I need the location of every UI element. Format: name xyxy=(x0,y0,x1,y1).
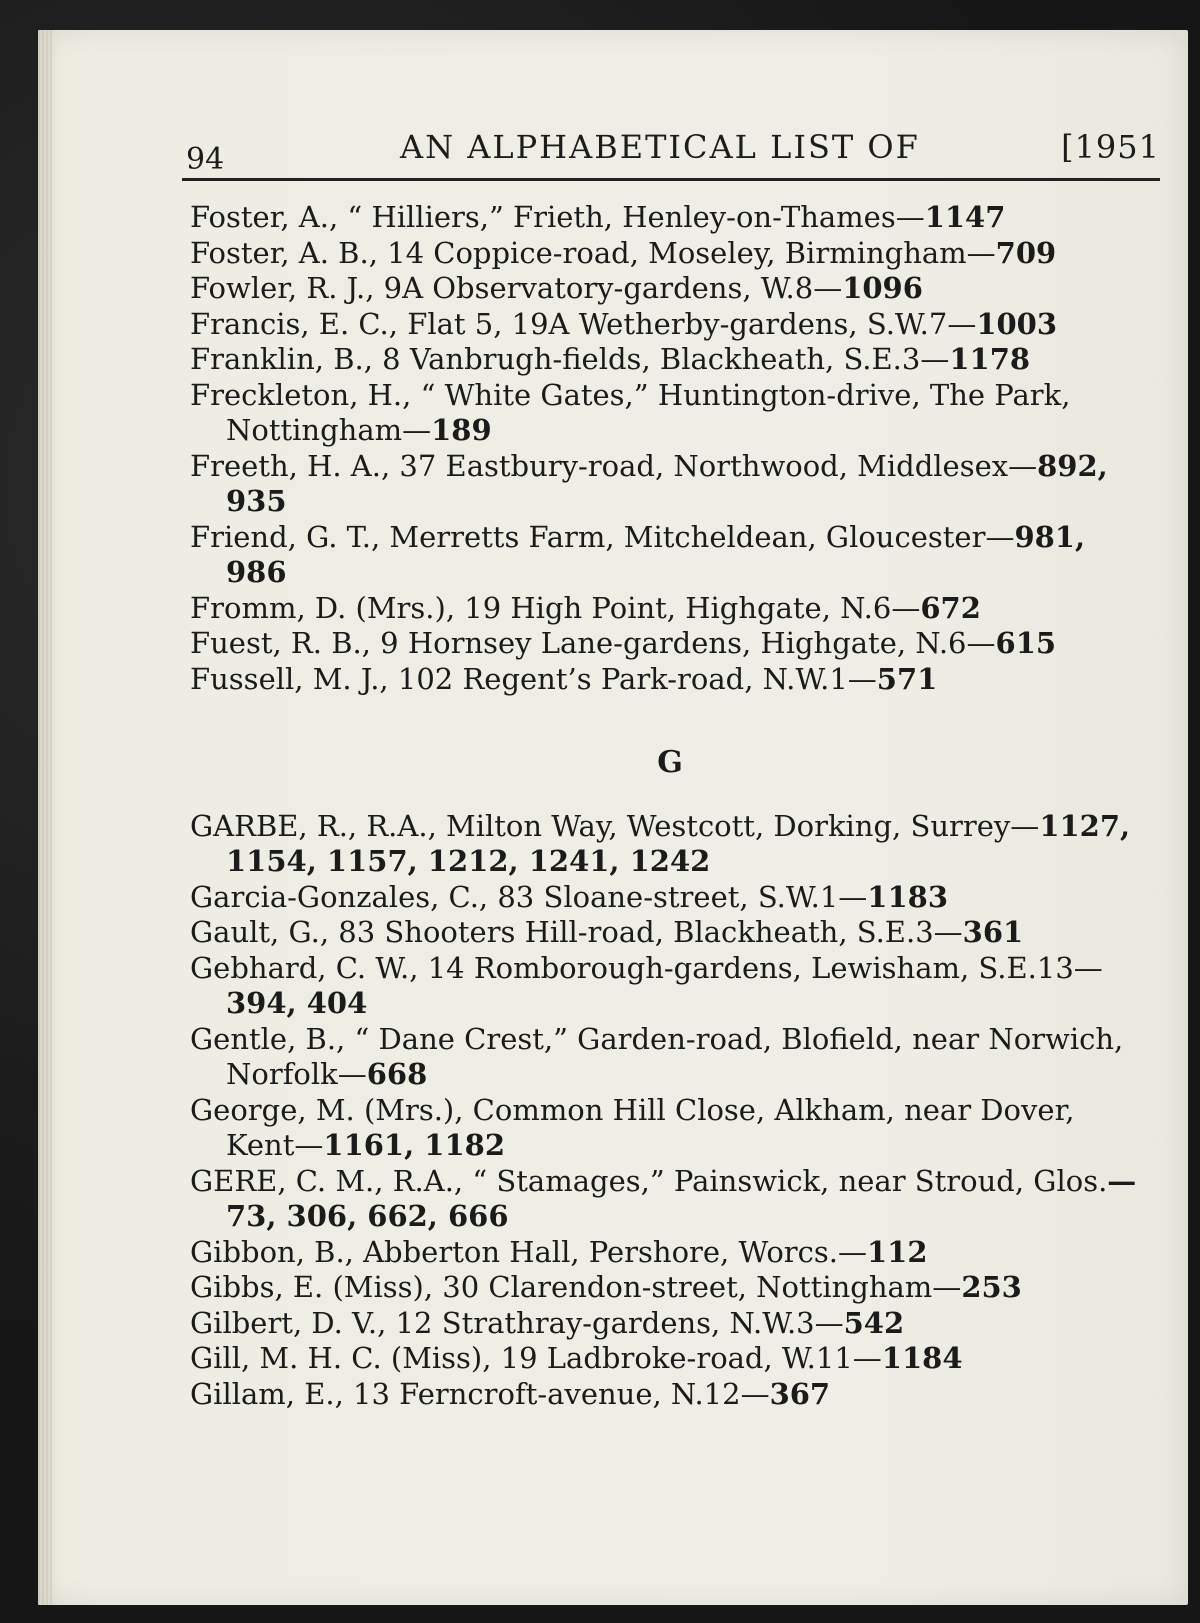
list-entry: Freeth, H. A., 37 Eastbury-road, Northwood, Middlesex—892, 935 xyxy=(190,448,1108,518)
list-entry: Gillam, E., 13 Ferncroft-avenue, N.12—367 xyxy=(190,1376,831,1411)
list-entry: Francis, E. C., Flat 5, 19A Wetherby-gardens, S.W.7—1003 xyxy=(190,306,1058,341)
list-entry: GARBE, R., R.A., Milton Way, Westcott, Dorking, Surrey—1127, 1154, 1157, 1212, 1241, 1242 xyxy=(190,808,1131,878)
page-header xyxy=(186,122,1160,177)
running-year: [1951 xyxy=(1061,128,1160,166)
list-entry: Gibbon, B., Abberton Hall, Pershore, Worcs.—112 xyxy=(190,1234,928,1269)
list-entry: Gault, G., 83 Shooters Hill-road, Blackheath, S.E.3—361 xyxy=(190,915,1024,949)
list-entry: Garcia-Gonzales, C., 83 Sloane-street, S.W.1—1183 xyxy=(190,879,948,914)
list-entry: Gebhard, C. W., 14 Romborough-gardens, Lewisham, S.E.13—394, 404 xyxy=(190,950,1103,1020)
list-entry: Fowler, R. J., 9A Observatory-gardens, W.8—1096 xyxy=(190,271,923,305)
list-entry: Gentle, B., “ Dane Crest,” Garden-road, Blofield, near Norwich, Norfolk—668 xyxy=(190,1021,1124,1091)
list-entry: Foster, A. B., 14 Coppice-road, Moseley, Birmingham—709 xyxy=(190,235,1057,270)
list-entry: Fuest, R. B., 9 Hornsey Lane-gardens, Highgate, N.6—615 xyxy=(190,626,1057,660)
list-entry: Fromm, D. (Mrs.), 19 High Point, Highgate, N.6—672 xyxy=(190,590,981,625)
list-entry: GERE, C. M., R.A., “ Stamages,” Painswick, near Stroud, Glos.—73, 306, 662, 666 xyxy=(190,1163,1137,1233)
list-entry: George, M. (Mrs.), Common Hill Close, Alkham, near Dover, Kent—1161, 1182 xyxy=(190,1092,1075,1162)
list-entry: Foster, A., “ Hilliers,” Frieth, Henley-on-Thames—1147 xyxy=(190,200,1006,234)
page-number: 94 xyxy=(186,142,225,177)
running-title: AN ALPHABETICAL LIST OF xyxy=(400,128,920,166)
list-entry: Franklin, B., 8 Vanbrugh-fields, Blackheath, S.E.3—1178 xyxy=(190,342,1031,376)
list-entry: Friend, G. T., Merretts Farm, Mitcheldean, Gloucester—981, 986 xyxy=(190,519,1086,589)
list-entry: Fussell, M. J., 102 Regent’s Park-road, N.W.1—571 xyxy=(190,661,938,696)
list-entry: Freckleton, H., “ White Gates,” Huntington-drive, The Park, Nottingham—189 xyxy=(190,377,1071,447)
section-heading: G xyxy=(657,745,683,780)
list-entry: Gibbs, E. (Miss), 30 Clarendon-street, Nottingham—253 xyxy=(190,1270,1022,1304)
header-rule xyxy=(182,178,1160,181)
list-entry: Gilbert, D. V., 12 Strathray-gardens, N.W.3—542 xyxy=(190,1305,905,1340)
list-entry: Gill, M. H. C. (Miss), 19 Ladbroke-road, W.11—1184 xyxy=(190,1341,963,1375)
entry-list xyxy=(190,200,1150,1412)
page-edge xyxy=(38,30,52,1605)
